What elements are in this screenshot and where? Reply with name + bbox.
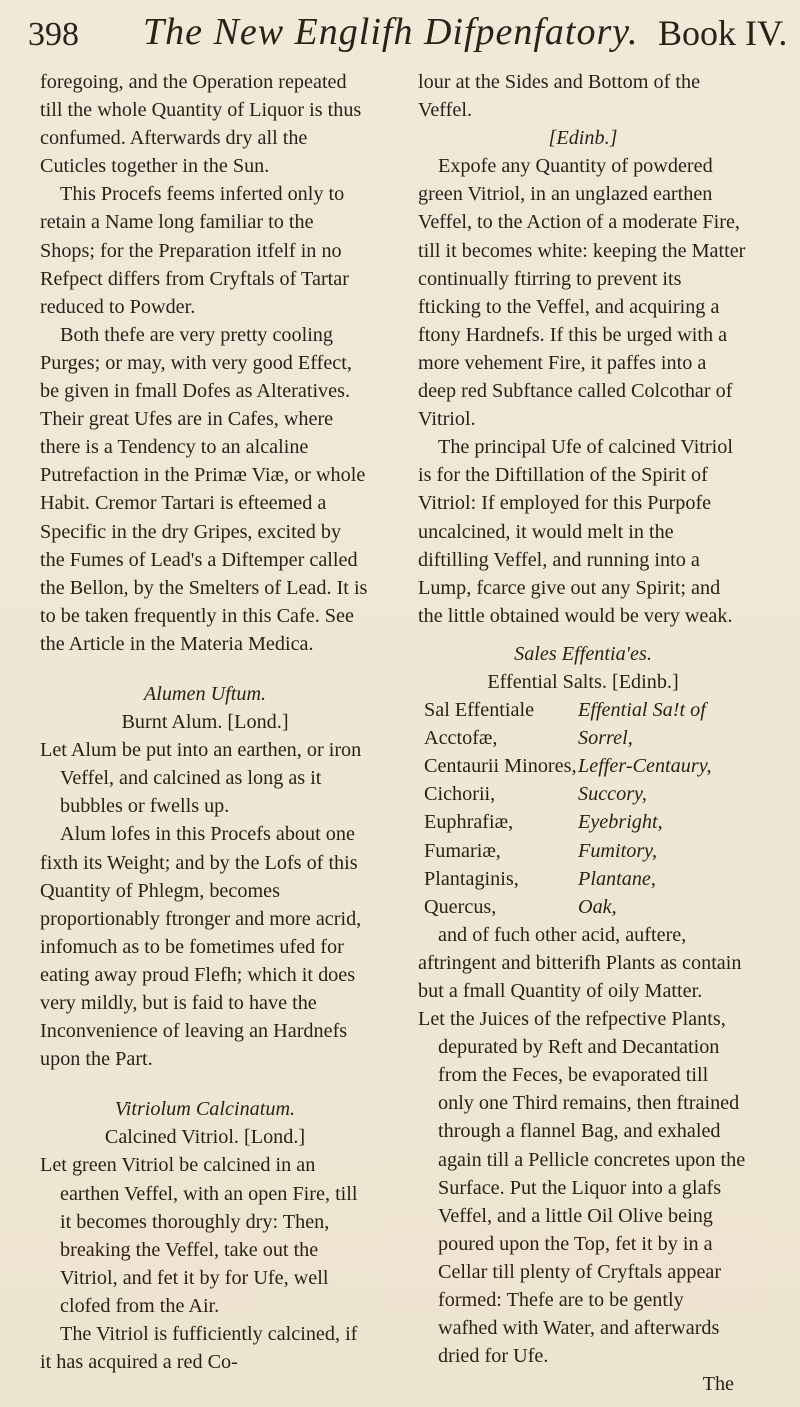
section-subheading: Calcined Vitriol. [Lond.] (104, 1126, 306, 1149)
paragraph: Let Alum be put into an earthen, or iron Veffel, and calcined as long as it bubbles or fwells up. (40, 739, 362, 818)
left-column (40, 68, 370, 1376)
list-item: Quercus, Oak, (424, 895, 617, 918)
list-item: Sal Effentiale Effential Sa!t of (424, 699, 706, 722)
section-heading: Alumen Uftum. (143, 682, 267, 705)
paragraph: Alum lofes in this Procefs about one fixth its Weight; and by the Lofs of this Quantity of Phlegm, becomes proportionably ftronger and more acrid, infomuch as to be fometimes ufed for eating away proud Flefh; which it does very mildly, but is faid to have the Inconvenience of leaving an Hardnefs upon the Part. (40, 823, 362, 1071)
paragraph: The Vitriol is fufficiently calcined, if it has acquired a red Co- (40, 1323, 358, 1374)
section-heading: Sales Effentia'es. (514, 642, 652, 665)
right-column (418, 68, 748, 1398)
list-item: Plantaginis, Plantane, (424, 867, 656, 890)
paragraph: and of fuch other acid, auftere, aftringent and bitterifh Plants as contain but a fmall Quantity of oily Matter. (418, 923, 742, 1002)
catchword: The (702, 1373, 734, 1396)
running-header (28, 10, 788, 70)
paragraph: This Procefs feems inferted only to retain a Name long familiar to the Shops; for the Preparation itfelf in no Refpect differs from Cryftals of Tartar reduced to Powder. (40, 183, 349, 318)
paragraph: Both thefe are very pretty cooling Purges; or may, with very good Effect, be given in fmall Dofes as Alteratives. Their great Ufes are in Cafes, where there is a Tendency to an alcaline Putrefaction in the Primæ Viæ, or whole Habit. Cremor Tartari is efteemed a Specific in the dry Gripes, excited by the Fumes of Lead's a Diftemper called the Bellon, by the Smelters of Lead. It is to be taken frequently in this Cafe. See the Article in the Materia Medica. (40, 323, 368, 655)
paragraph: Let the Juices of the refpective Plants, depurated by Reft and Decantation from the Feces, be evaporated till only one Third remains, then ftrained through a flannel Bag, and exhaled again till a Pellicle concretes upon the Surface. Put the Liquor into a glafs Veffel, and a little Oil Olive being poured upon the Top, fet it by in a Cellar till plenty of Cryftals appear formed: Thefe are to be gently wafhed with Water, and afterwards dried for Ufe. (418, 1008, 746, 1368)
list-item: Cichorii, Succory, (424, 783, 647, 806)
running-title: The New Englifh Difpenfatory. (143, 11, 639, 53)
book-number: Book IV. (658, 13, 788, 53)
page-number: 398 (28, 16, 79, 53)
paragraph: The principal Ufe of calcined Vitriol is for the Diftillation of the Spirit of Vitriol: If employed for this Purpofe uncalcined, it would melt in the diftilling Veffel, and running into a Lump, fcarce give out any Spirit; and the little obtained would be very weak. (418, 436, 733, 627)
paragraph: foregoing, and the Operation repeated till the whole Quantity of Liquor is thus confumed. Afterwards dry all the Cuticles together in the Sun. (40, 71, 362, 178)
paragraph: lour at the Sides and Bottom of the Veffel. (418, 71, 701, 122)
section-subheading: Burnt Alum. [Lond.] (121, 711, 289, 734)
section-heading: Vitriolum Calcinatum. (114, 1098, 296, 1121)
list-item: Fumariæ, Fumitory, (424, 839, 658, 862)
list-item: Centaurii Minores, Leffer-Centaury, (424, 755, 712, 778)
paragraph: Let green Vitriol be calcined in an earthen Veffel, with an open Fire, till it becomes thoroughly dry: Then, breaking the Veffel, take out the Vitriol, and fet it by for Ufe, well clofed from the Air. (40, 1154, 358, 1317)
salts-list (418, 696, 748, 921)
paragraph: Expofe any Quantity of powdered green Vitriol, in an unglazed earthen Veffel, to the Action of a moderate Fire, till it becomes white: keeping the Matter continually ftirring to prevent its fticking to the Veffel, and acquiring a ftony Hardnefs. If this be urged with a more vehement Fire, it paffes into a deep red Subftance called Colcothar of Vitriol. (418, 155, 746, 431)
source-label: [Edinb.] (548, 127, 618, 150)
list-item: Acctofæ, Sorrel, (424, 727, 633, 750)
section-subheading: Effential Salts. [Edinb.] (487, 670, 679, 693)
list-item: Euphrafiæ, Eyebright, (424, 811, 663, 834)
